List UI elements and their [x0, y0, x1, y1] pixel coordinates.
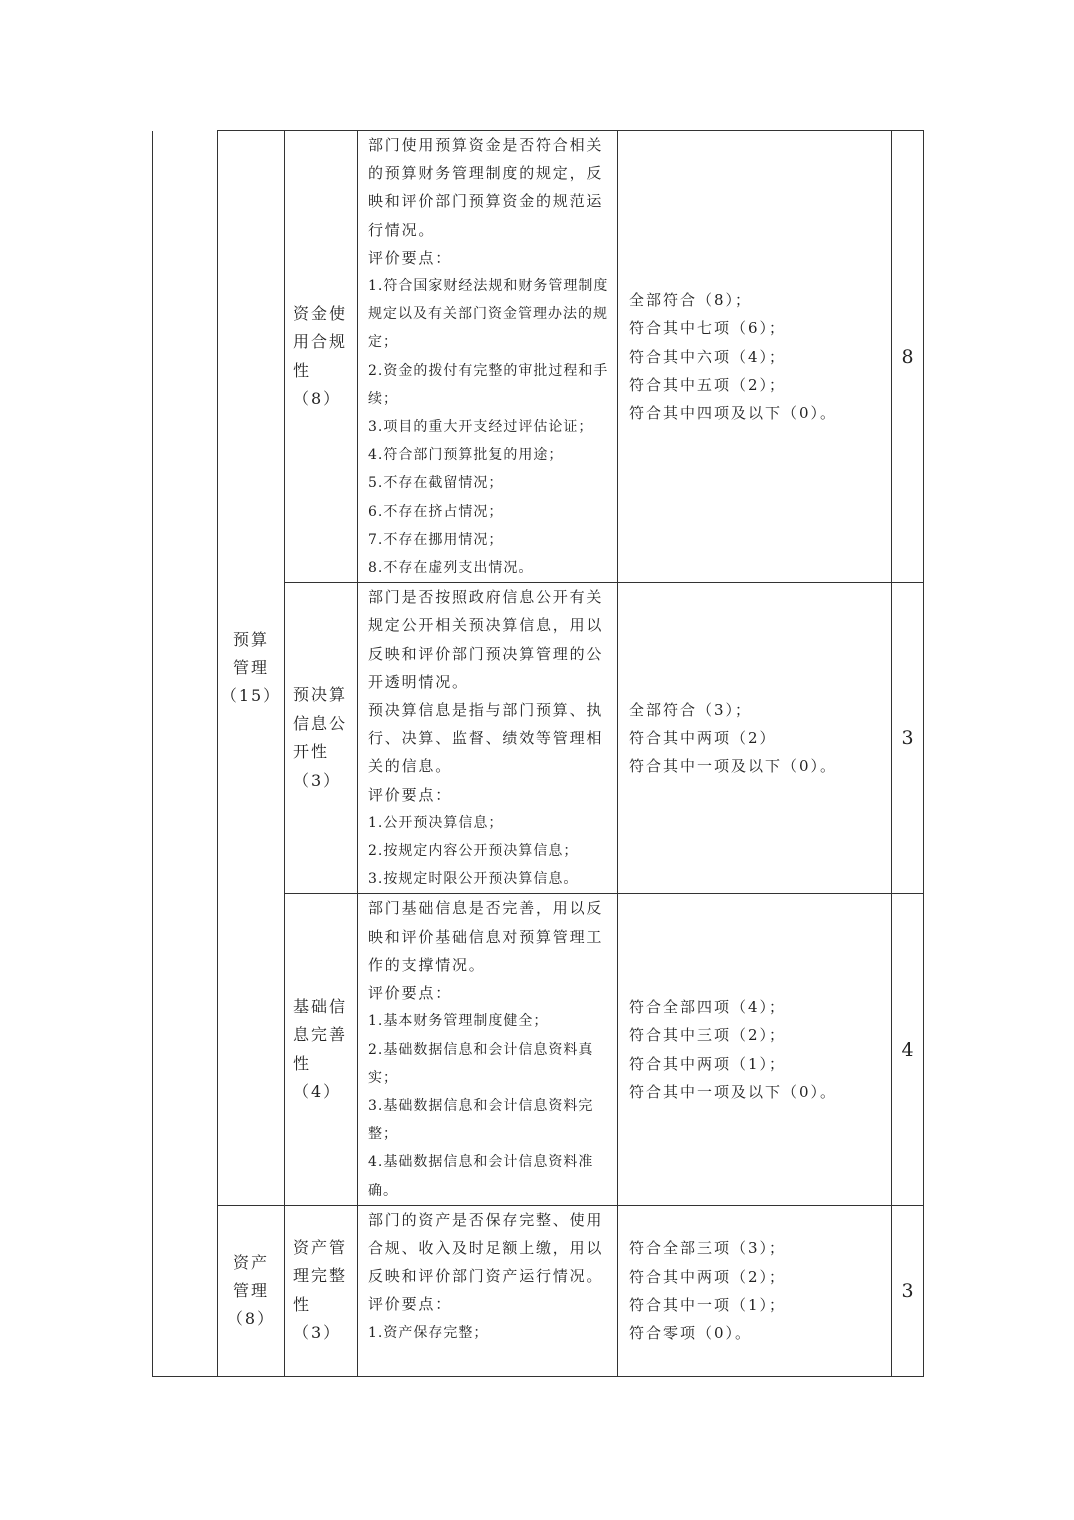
indicator-line: 性（3）	[293, 1294, 342, 1343]
indicator-cell	[285, 894, 358, 1205]
category-line: 资产	[232, 1252, 269, 1272]
indicator-line: 性（8）	[293, 360, 342, 409]
indicator-line: （3）	[293, 770, 342, 790]
score-cell: 8	[892, 131, 924, 583]
indicator-line: 资金使	[293, 303, 348, 323]
indicator-cell	[285, 1205, 358, 1376]
indicator-line: 资产管	[293, 1237, 348, 1257]
evaluation-point: 8.不存在虚列支出情况。	[368, 560, 534, 577]
standard-item: 符合其中两项（1）；	[629, 1054, 787, 1073]
evaluation-point: 6.不存在挤占情况；	[368, 503, 504, 520]
standard-cell	[618, 894, 892, 1205]
standard-item: 符合其中四项及以下（0）。	[629, 403, 838, 422]
evaluation-point: 1.符合国家财经法规和财务管理制度规定以及有关部门资金管理办法的规定；	[368, 278, 609, 351]
indicator-line: 息完善	[293, 1025, 348, 1045]
indicator-cell	[285, 583, 358, 894]
evaluation-point: 2.按规定内容公开预决算信息；	[368, 843, 579, 860]
score-cell: 3	[892, 583, 924, 894]
standard-item: 全部符合（8）；	[629, 291, 753, 310]
indicator-line: 理完整	[293, 1266, 348, 1286]
table-row	[153, 131, 924, 583]
description-text: 部门是否按照政府信息公开有关规定公开相关预决算信息，用以反映和评价部门预决算管理的公开透明情况。	[368, 588, 604, 691]
standard-item: 符合其中两项（2）	[629, 729, 777, 748]
description-text: 部门基础信息是否完善，用以反映和评价基础信息对预算管理工作的支撑情况。	[368, 899, 604, 974]
standard-item: 符合其中两项（2）；	[629, 1267, 787, 1286]
category-line: （8）	[226, 1308, 276, 1328]
indicator-line: 开性	[293, 742, 330, 762]
description-cell	[358, 131, 618, 583]
standard-cell	[618, 131, 892, 583]
evaluation-table	[152, 130, 924, 1377]
evaluation-point: 4.符合部门预算批复的用途；	[368, 447, 564, 464]
evaluation-points-heading: 评价要点：	[368, 248, 453, 267]
standard-item: 全部符合（3）；	[629, 701, 753, 720]
standard-item: 符合其中一项及以下（0）。	[629, 1082, 838, 1101]
description-text: 部门使用预算资金是否符合相关的预算财务管理制度的规定，反映和评价部门预算资金的规范运行情况。	[368, 136, 604, 239]
standard-item: 符合其中五项（2）；	[629, 375, 787, 394]
description-text: 部门的资产是否保存完整、使用合规、收入及时足额上缴，用以反映和评价部门资产运行情况。	[368, 1210, 604, 1286]
indicator-line: 用合规	[293, 332, 348, 352]
standard-cell	[618, 1205, 892, 1376]
evaluation-point: 2.资金的拨付有完整的审批过程和手续；	[368, 362, 609, 407]
category-budget-management	[218, 131, 285, 1206]
standard-item: 符合其中六项（4）；	[629, 347, 787, 366]
evaluation-point: 1.基本财务管理制度健全；	[368, 1013, 549, 1030]
category-line: （15）	[220, 685, 282, 705]
evaluation-point: 5.不存在截留情况；	[368, 475, 504, 492]
category-line: 预算	[232, 629, 269, 649]
standard-item: 符合零项（0）。	[629, 1323, 753, 1342]
evaluation-point: 3.项目的重大开支经过评估论证；	[368, 419, 594, 436]
indicator-line: 基础信	[293, 996, 348, 1016]
description-cell	[358, 1205, 618, 1376]
indicator-line: 信息公	[293, 713, 348, 733]
standard-item: 符合其中一项及以下（0）。	[629, 757, 838, 776]
standard-item: 符合其中一项（1）；	[629, 1295, 787, 1314]
evaluation-point: 3.按规定时限公开预决算信息。	[368, 871, 579, 888]
evaluation-point: 3.基础数据信息和会计信息资料完整；	[368, 1097, 594, 1143]
evaluation-point: 2.基础数据信息和会计信息资料真实；	[368, 1041, 594, 1086]
evaluation-point: 7.不存在挪用情况；	[368, 531, 504, 548]
standard-item: 符合其中七项（6）；	[629, 319, 787, 338]
table-row	[153, 1205, 924, 1376]
category-line: 管理	[232, 1280, 269, 1300]
category-line: 管理	[232, 657, 269, 677]
indicator-cell	[285, 131, 358, 583]
description-cell	[358, 894, 618, 1205]
standard-item: 符合其中三项（2）；	[629, 1026, 787, 1045]
score-cell: 4	[892, 894, 924, 1205]
level1-cell	[153, 131, 218, 1377]
description-text: 预决算信息是指与部门预算、执行、决算、监督、绩效等管理相关的信息。	[368, 701, 604, 776]
evaluation-points-heading: 评价要点：	[368, 984, 453, 1003]
evaluation-point: 1.公开预决算信息；	[368, 814, 504, 831]
evaluation-point: 4.基础数据信息和会计信息资料准确。	[368, 1154, 594, 1199]
standard-cell	[618, 583, 892, 894]
category-asset-management	[218, 1205, 285, 1376]
score-cell: 3	[892, 1205, 924, 1376]
standard-item: 符合全部四项（4）；	[629, 998, 787, 1017]
indicator-line: 性（4）	[293, 1053, 342, 1102]
standard-item: 符合全部三项（3）；	[629, 1239, 787, 1258]
evaluation-points-heading: 评价要点：	[368, 785, 453, 804]
evaluation-points-heading: 评价要点：	[368, 1295, 453, 1314]
description-cell	[358, 583, 618, 894]
evaluation-point: 1.资产保存完整；	[368, 1324, 489, 1341]
indicator-line: 预决算	[293, 685, 348, 705]
